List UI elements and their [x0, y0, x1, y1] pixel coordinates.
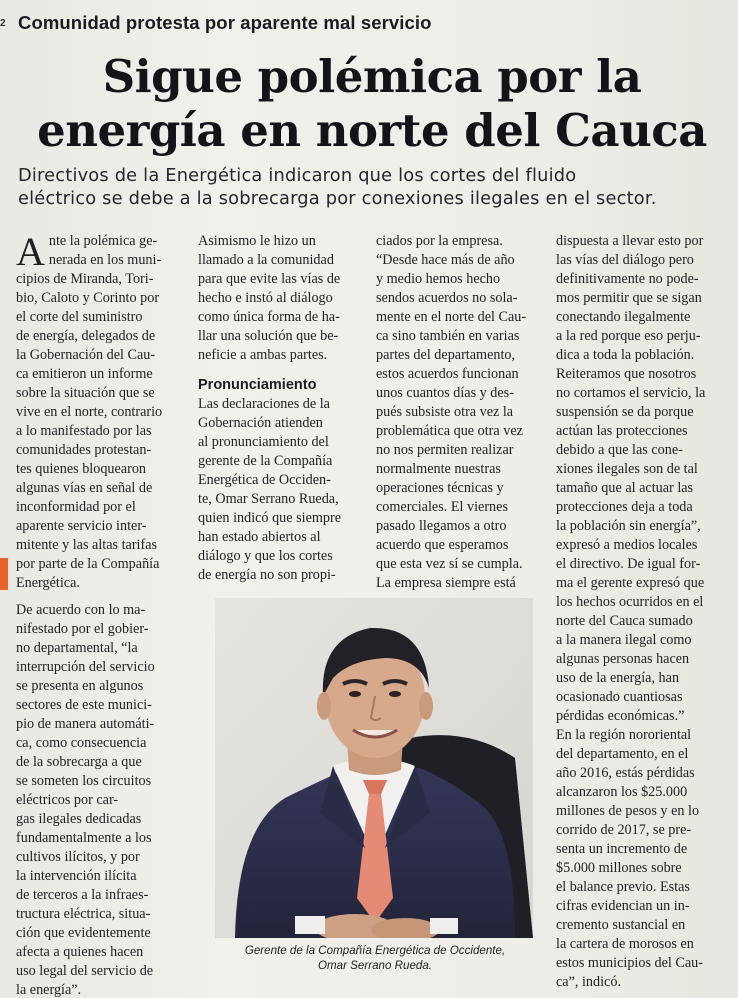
article-kicker: Comunidad protesta por aparente mal servicio	[18, 12, 432, 33]
text-line: tes quienes bloquearon	[16, 461, 147, 477]
text-line: la Gobernación del Cau-	[16, 347, 156, 363]
text-line: la cartera de morosos en	[556, 936, 694, 952]
text-line: de energía, delegados de	[16, 328, 156, 344]
text-column-1	[16, 229, 186, 998]
text-line: gas ilegales dedicadas	[16, 811, 142, 827]
text-line: la energía”.	[16, 982, 82, 998]
text-line: conectando ilegalmente	[556, 309, 691, 325]
text-line: debido a que las cone-	[556, 442, 683, 458]
text-line: “Desde hace más de año	[376, 252, 515, 268]
text-line: nifestado por el gobier-	[16, 621, 149, 637]
text-line: corrido de 2017, se pre-	[556, 822, 692, 838]
text-line: algunas vías en señal de	[16, 480, 153, 496]
text-line: alcanzaron los $25.000	[556, 784, 688, 800]
text-line: y medio hemos hecho	[376, 271, 501, 287]
text-line: como única forma de ha-	[198, 309, 340, 325]
text-line: ca sino también en varias	[376, 328, 520, 344]
page-number: 2	[0, 18, 6, 29]
text-line: protecciones deja a toda	[556, 499, 693, 515]
text-column-4	[556, 232, 732, 992]
deck-line: Directivos de la Energética indicaron que los cortes del fluido	[18, 165, 577, 186]
text-line: no departamental, “la	[16, 640, 138, 656]
text-line: acuerdo que esperamos	[376, 537, 509, 553]
text-line: cifras evidencian un in-	[556, 898, 690, 914]
text-line: definitivamente no pode-	[556, 271, 699, 287]
text-line: a la red porque eso perju-	[556, 328, 701, 344]
text-line: llamado a la comunidad	[198, 252, 334, 268]
column-1-paragraph-1	[16, 229, 186, 593]
text-line: diálogo y que los cortes	[198, 548, 333, 564]
text-line: ca emitieron un informe	[16, 366, 153, 382]
text-line: mos permitir que se sigan	[556, 290, 702, 306]
text-line: En la región nororiental	[556, 727, 692, 743]
text-line: de terceros a la infraes-	[16, 887, 149, 903]
text-line: Energética de Occiden-	[198, 472, 331, 488]
text-line: comunidades protestan-	[16, 442, 152, 458]
text-line: cultivos ilícitos, y por	[16, 849, 140, 865]
text-line: a la manera ilegal como	[556, 632, 692, 648]
drop-cap: A	[16, 229, 45, 274]
text-line: suspensión se da porque	[556, 404, 694, 420]
text-line: tamaño que al actuar las	[556, 480, 694, 496]
text-line: la población sin energía”,	[556, 518, 701, 534]
text-line: ca, como consecuencia	[16, 735, 147, 751]
text-line: De acuerdo con lo ma-	[16, 602, 146, 618]
text-line: las vías del diálogo pero	[556, 252, 694, 268]
text-line: nte la polémica ge-	[48, 233, 158, 249]
text-line: fundamentalmente a los	[16, 830, 152, 846]
text-line: senta un incremento de	[556, 841, 688, 857]
text-line: te, Omar Serrano Rueda,	[198, 491, 339, 507]
text-line: Energética.	[16, 575, 80, 591]
caption-line: Omar Serrano Rueda.	[317, 959, 433, 972]
text-line: el directivo. De igual for-	[556, 556, 701, 572]
portrait-illustration	[215, 598, 533, 938]
text-column-2	[198, 232, 366, 585]
text-line: uso legal del servicio de	[16, 963, 154, 979]
text-line: ción que evidentemente	[16, 925, 151, 941]
article-headline	[14, 50, 730, 158]
text-line: no cortamos el servicio, la	[556, 385, 706, 401]
text-line: actúan las protecciones	[556, 423, 688, 439]
page-edge-marker	[0, 558, 8, 590]
text-line: cremento sustancial en	[556, 917, 686, 933]
text-line: dispuesta a llevar esto por	[556, 233, 704, 249]
text-line: norte del Cauca sumado	[556, 613, 693, 629]
text-line: Reiteramos que nosotros	[556, 366, 697, 382]
text-line: Las declaraciones de la	[198, 396, 330, 412]
text-line: mente en el norte del Cau-	[376, 309, 527, 325]
text-line: mitente y las altas tarifas	[16, 537, 158, 553]
text-line: comerciales. El viernes	[376, 499, 508, 515]
text-line: de energía no son propi-	[198, 567, 336, 583]
text-line: ma el gerente expresó que	[556, 575, 705, 591]
section-subhead: Pronunciamiento	[198, 377, 317, 393]
photo-caption	[208, 943, 542, 973]
text-line: pio de manera automáti-	[16, 716, 155, 732]
text-line: a lo manifestado por las	[16, 423, 152, 439]
text-line: para que evite las vías de	[198, 271, 341, 287]
text-line: operaciones técnicas y	[376, 480, 504, 496]
text-line: llar una solución que be-	[198, 328, 339, 344]
text-line: sobre la situación que se	[16, 385, 155, 401]
deck-line: eléctrico se debe a la sobrecarga por conexiones ilegales en el sector.	[18, 187, 657, 209]
text-line: algunas personas hacen	[556, 651, 690, 667]
text-line: Gobernación atienden	[198, 415, 323, 431]
text-line: millones de pesos y en lo	[556, 803, 700, 819]
text-line: $5.000 millones sobre	[556, 860, 682, 876]
text-line: nerada en los muni-	[48, 252, 162, 268]
text-line: La empresa siempre está	[376, 575, 516, 591]
text-line: pués subsiste otra vez la	[376, 404, 514, 420]
text-line: el corte del suministro	[16, 309, 143, 325]
text-line: tructura eléctrica, situa-	[16, 906, 151, 922]
text-line: pasado llegamos a otro	[376, 518, 507, 534]
text-line: ocasionado cuantiosas	[556, 689, 683, 705]
text-line: dica a toda la población.	[556, 347, 695, 363]
text-line: normalmente nuestras	[376, 461, 501, 477]
text-line: partes del departamento,	[376, 347, 516, 363]
text-line: se presenta en algunos	[16, 678, 144, 694]
text-column-3	[376, 232, 546, 593]
text-line: ciados por la empresa.	[376, 233, 503, 249]
text-line: pérdidas económicas.”	[556, 708, 685, 724]
text-line: unos cuantos días y des-	[376, 385, 514, 401]
text-line: sectores de este munici-	[16, 697, 152, 713]
text-line: por parte de la Compañía	[16, 556, 160, 572]
text-line: vive en el norte, contrario	[16, 404, 163, 420]
column-2-paragraph-2	[198, 395, 366, 585]
text-line: de la sobrecarga a que	[16, 754, 142, 770]
text-line: han estado abiertos al	[198, 529, 321, 545]
caption-line: Gerente de la Compañía Energética de Occidente,	[244, 944, 506, 957]
text-line: problemática que otra vez	[376, 423, 523, 439]
text-line: los hechos ocurridos en el	[556, 594, 704, 610]
text-line: al pronunciamiento del	[198, 434, 329, 450]
text-line: el balance previo. Estas	[556, 879, 690, 895]
text-line: interrupción del servicio	[16, 659, 155, 675]
text-line: bio, Caloto y Corinto por	[16, 290, 160, 306]
text-line: estos acuerdos funcionan	[376, 366, 519, 382]
text-line: expresó a medios locales	[556, 537, 698, 553]
text-line: ca”, indicó.	[556, 974, 621, 990]
text-line: sendos acuerdos no sola-	[376, 290, 518, 306]
text-line: del departamento, en el	[556, 746, 689, 762]
text-line: hecho e instó al diálogo	[198, 290, 333, 306]
text-line: afecta a quienes hacen	[16, 944, 144, 960]
text-line: que esta vez sí se cumpla.	[376, 556, 523, 572]
text-line: neficie a ambas partes.	[198, 347, 328, 363]
article-deck	[18, 165, 730, 210]
text-line: estos municipios del Cau-	[556, 955, 703, 971]
text-line: uso de la energía, han	[556, 670, 680, 686]
headline-line: energía en norte del Cauca	[37, 104, 707, 157]
text-line: cipios de Miranda, Tori-	[16, 271, 154, 287]
column-2-paragraph-1	[198, 232, 366, 365]
text-line: gerente de la Compañía	[198, 453, 333, 469]
headline-line: Sigue polémica por la	[102, 50, 642, 103]
text-line: la intervención ilícita	[16, 868, 137, 884]
text-line: quien indicó que siempre	[198, 510, 342, 526]
column-4-paragraph-1	[556, 232, 732, 992]
column-1-paragraph-2	[16, 601, 186, 998]
text-line: aparente servicio inter-	[16, 518, 147, 534]
portrait-photo	[215, 598, 533, 938]
text-line: año 2016, estás pérdidas	[556, 765, 695, 781]
column-3-paragraph-1	[376, 232, 546, 593]
text-line: se someten los circuitos	[16, 773, 152, 789]
text-line: no nos permiten realizar	[376, 442, 514, 458]
text-line: xiones ilegales son de tal	[556, 461, 698, 477]
text-line: Asimismo le hizo un	[198, 233, 316, 249]
text-line: eléctricos por car-	[16, 792, 119, 808]
text-line: inconformidad por el	[16, 499, 136, 515]
